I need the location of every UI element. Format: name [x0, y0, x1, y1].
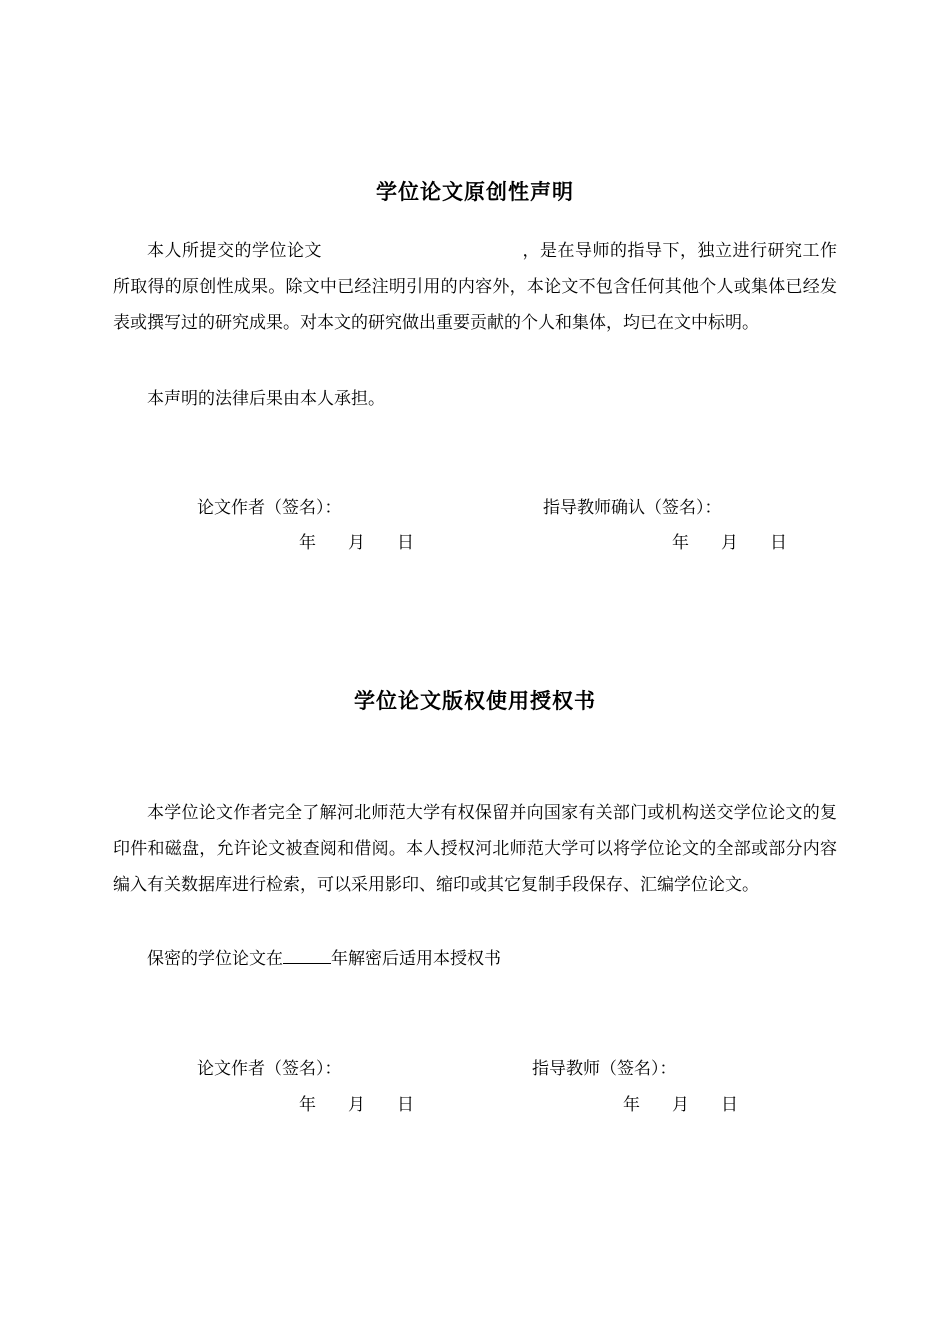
- authorization-author-date: [299, 1093, 446, 1117]
- authorization-title: 学位论文版权使用授权书: [354, 689, 596, 713]
- date-day: 日: [770, 533, 787, 553]
- declaration-advisor-date: [672, 531, 819, 555]
- authorization-author-signature-label: 论文作者（签名）：: [197, 1059, 342, 1079]
- date-year: 年: [672, 533, 689, 553]
- authorization-advisor-signature-label: 指导教师（签名）：: [532, 1059, 677, 1079]
- authorization-paragraph-1: 本学位论文作者完全了解河北师范大学有权保留并向国家有关部门或机构送交学位论文的复印件和磁盘，允许论文被查阅和借阅。本人授权河北师范大学可以将学位论文的全部或部分内容编入有关数据库进行检索，可以采用影印、缩印或其它复制手段保存、汇编学位论文。: [113, 803, 837, 895]
- date-year: 年: [299, 1095, 316, 1115]
- declaration-para1-prefix: 本人所提交的学位论文: [147, 241, 322, 261]
- date-month: 月: [721, 533, 738, 553]
- date-month: 月: [672, 1095, 689, 1115]
- declaration-paragraph-1: [113, 233, 837, 341]
- declaration-title: 学位论文原创性声明: [376, 180, 574, 204]
- date-day: 日: [397, 533, 414, 553]
- authorization-para2-suffix: 年解密后适用本授权书: [331, 949, 501, 969]
- declaration-para1-suffix: ，是在导师的指导下，独立进行研究工作所取得的原创性成果。除文中已经注明引用的内容外，本论文不包含任何其他个人或集体已经发表或撰写过的研究成果。对本文的研究做出重要贡献的个人和集体，均已在文中标明。: [113, 241, 837, 333]
- year-blank-line: [283, 949, 331, 964]
- date-month: 月: [348, 533, 365, 553]
- declaration-paragraph-2: 本声明的法律后果由本人承担。: [147, 389, 385, 409]
- date-day: 日: [721, 1095, 738, 1115]
- authorization-advisor-date: [623, 1093, 770, 1117]
- declaration-author-date: [299, 531, 446, 555]
- date-day: 日: [397, 1095, 414, 1115]
- date-year: 年: [623, 1095, 640, 1115]
- declaration-advisor-signature-label: 指导教师确认（签名）：: [543, 498, 722, 518]
- authorization-para2-prefix: 保密的学位论文在: [147, 949, 283, 969]
- date-year: 年: [299, 533, 316, 553]
- date-month: 月: [348, 1095, 365, 1115]
- authorization-paragraph-2: [113, 941, 837, 977]
- declaration-author-signature-label: 论文作者（签名）：: [197, 498, 342, 518]
